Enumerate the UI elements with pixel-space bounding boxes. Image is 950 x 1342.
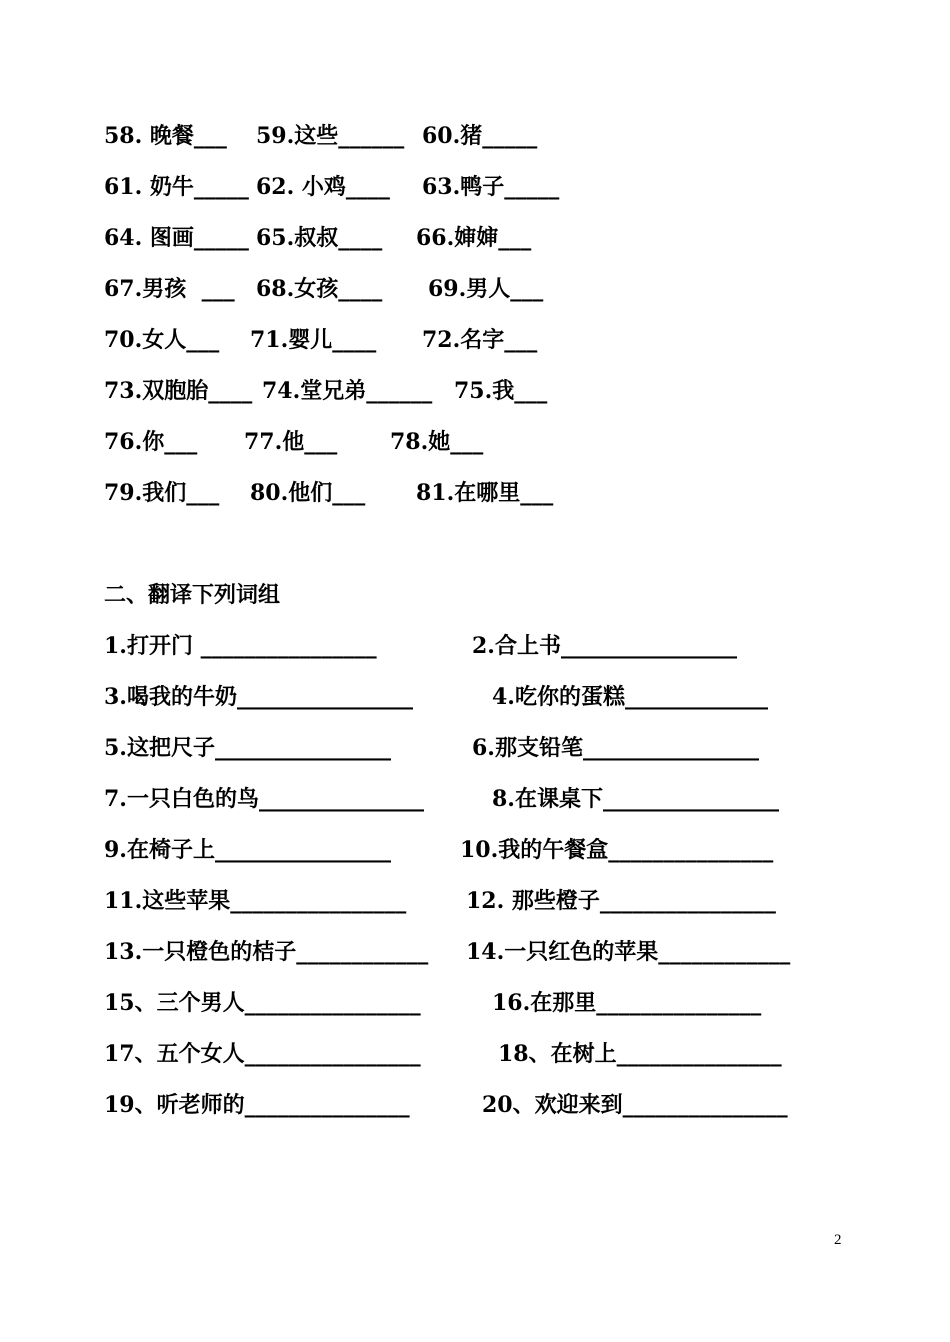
vocab-item: 75.我___ [454,378,548,404]
phrase-item: 3.喝我的牛奶________________ [104,684,413,710]
vocab-item: 61. 奶牛_____ [104,174,249,200]
phrase-item: 13.一只橙色的桔子____________ [104,939,429,965]
vocab-item: 71.婴儿____ [250,327,377,353]
vocab-item: 80.他们___ [250,480,366,506]
phrase-item: 15、三个男人________________ [104,990,421,1016]
vocab-item: 60.猪_____ [422,123,538,149]
phrase-item: 4.吃你的蛋糕_____________ [492,684,768,710]
vocab-item: 70.女人___ [104,327,220,353]
phrase-item: 18、在树上_______________ [498,1041,782,1067]
vocab-item: 62. 小鸡____ [256,174,390,200]
phrase-item: 10.我的午餐盒_______________ [460,837,774,863]
vocab-item: 59.这些______ [256,123,405,149]
vocab-item: 66.婶婶___ [416,225,532,251]
vocab-item: 74.堂兄弟______ [262,378,433,404]
phrase-item: 16.在那里_______________ [492,990,762,1016]
vocab-item: 65.叔叔____ [256,225,383,251]
phrase-item: 2.合上书________________ [472,633,737,659]
phrase-item: 12. 那些橙子________________ [466,888,776,914]
phrase-item: 9.在椅子上________________ [104,837,391,863]
section-title-text: 二、翻译下列词组 [104,582,281,608]
vocab-item: 73.双胞胎____ [104,378,253,404]
vocab-item: 79.我们___ [104,480,220,506]
vocab-item: 72.名字___ [422,327,538,353]
phrase-item: 20、欢迎来到_______________ [482,1092,788,1118]
phrase-item: 7.一只白色的鸟_______________ [104,786,424,812]
vocab-item: 77.他___ [244,429,338,455]
vocab-item: 78.她___ [390,429,484,455]
page-number: 2 [834,1232,842,1248]
phrase-item: 8.在课桌下________________ [492,786,779,812]
vocab-item: 69.男人___ [428,276,544,302]
phrase-item: 14.一只红色的苹果____________ [466,939,791,965]
phrase-item: 6.那支铅笔________________ [472,735,759,761]
vocab-item: 81.在哪里___ [416,480,554,506]
vocab-item: 76.你___ [104,429,198,455]
vocab-item: 68.女孩____ [256,276,383,302]
phrase-item: 19、听老师的_______________ [104,1092,410,1118]
phrase-item: 17、五个女人________________ [104,1041,421,1067]
vocab-item: 67.男孩 ___ [104,276,235,302]
phrase-item: 1.打开门 ________________ [104,633,377,659]
vocab-item: 58. 晚餐___ [104,123,227,149]
phrase-item: 5.这把尺子________________ [104,735,391,761]
vocab-item: 63.鸭子_____ [422,174,560,200]
vocab-item: 64. 图画_____ [104,225,249,251]
phrase-item: 11.这些苹果________________ [104,888,407,914]
